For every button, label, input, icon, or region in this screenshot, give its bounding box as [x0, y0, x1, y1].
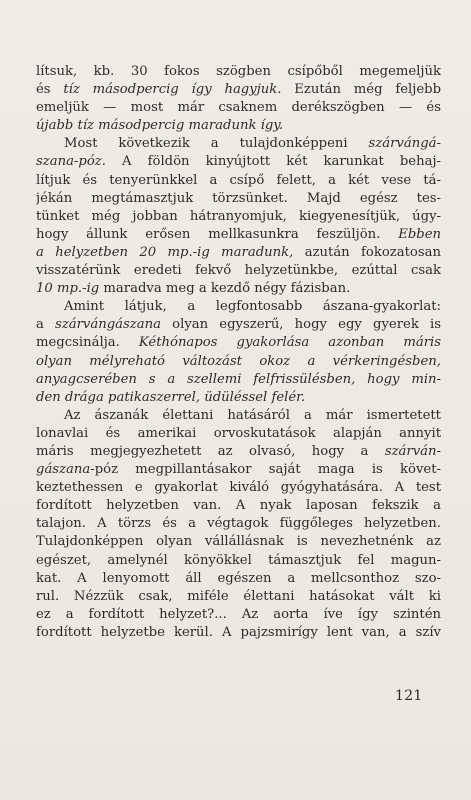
emphasis-segment: Kéthónapos gyakorlása azonban máris: [138, 335, 441, 351]
text-segment: olyan egyszerű, hogy egy gyerek is: [160, 317, 441, 333]
emphasis-segment: tíz másodpercig így hagyjuk.: [63, 82, 282, 98]
page-number: 121: [395, 688, 423, 704]
text-segment: fordított helyzetbe kerül. A pajzsmirígy lent van, a szív: [36, 624, 441, 640]
emphasis-segment: anyagcserében s a szellemi felfrissülésben, hogy min-: [36, 371, 441, 387]
text-segment: visszatérünk eredeti fekvő helyzetünkbe, ezúttal csak: [36, 263, 441, 279]
text-line: [36, 570, 441, 588]
text-line: [36, 153, 441, 171]
text-line: [36, 99, 441, 117]
emphasis-segment: Ebben: [398, 226, 441, 242]
emphasis-segment: szárvángászana: [55, 317, 161, 333]
text-line: [36, 552, 441, 570]
text-line: [36, 63, 441, 81]
text-line: [36, 316, 441, 334]
text-segment: keztethessen e gyakorlat kiváló gyógyhatására. A test: [36, 480, 441, 496]
text-segment: emeljük — most már csaknem derékszögben — és: [36, 100, 441, 116]
text-line: [36, 606, 441, 624]
body-text: [36, 63, 441, 642]
text-line: [36, 244, 441, 262]
text-segment: hogy állunk erősen mellkasunkra feszüljön.: [36, 226, 399, 242]
emphasis-segment: 10 mp.-ig: [36, 281, 100, 297]
text-line: [36, 533, 441, 551]
text-line: [36, 135, 441, 153]
text-segment: egészet, amelynél könyökkel támasztjuk fel magun-: [36, 552, 441, 568]
text-line: [36, 425, 441, 443]
text-line: [36, 371, 441, 389]
emphasis-segment: szárván-: [384, 443, 441, 459]
text-line: [36, 479, 441, 497]
text-segment: A földön kinyújtott két karunkat behaj-: [105, 154, 441, 170]
text-segment: Most következik a tulajdonképpeni: [64, 136, 369, 152]
text-segment: -póz megpillantásakor saját maga is követ-: [90, 462, 441, 478]
text-segment: Ezután még feljebb: [281, 82, 441, 98]
text-line: [36, 407, 441, 425]
text-line: [36, 515, 441, 533]
emphasis-segment: szana-póz.: [36, 154, 106, 170]
text-segment: Az ászanák élettani hatásáról a már ismertetett: [64, 407, 441, 423]
text-segment: fordított helyzetben van. A nyak laposan fekszik a: [36, 498, 441, 514]
text-line: [36, 262, 441, 280]
emphasis-segment: olyan mélyreható változást okoz a vérkeringésben,: [36, 353, 441, 369]
text-line: [36, 389, 441, 407]
text-segment: azután fokozatosan: [293, 244, 441, 260]
text-segment: máris megjegyezhetett az olvasó, hogy a: [36, 443, 385, 459]
emphasis-segment: den drága patikaszerrel, üdüléssel felér.: [36, 389, 306, 405]
text-segment: tünket még jobban hátranyomjuk, kiegyenesítjük, úgy-: [36, 208, 441, 224]
emphasis-segment: újabb tíz másodpercig maradunk így.: [36, 118, 284, 134]
text-segment: a: [36, 317, 56, 333]
text-line: [36, 443, 441, 461]
text-line: [36, 81, 441, 99]
text-line: [36, 334, 441, 352]
text-line: [36, 461, 441, 479]
text-line: [36, 588, 441, 606]
text-line: [36, 208, 441, 226]
text-segment: maradva meg a kezdő négy fázisban.: [99, 281, 351, 297]
text-line: [36, 298, 441, 316]
emphasis-segment: a helyzetben 20 mp.-ig maradunk,: [36, 244, 294, 260]
text-line: [36, 190, 441, 208]
text-segment: lítjuk és tenyerünkkel a csípő felett, a két vese tá-: [36, 172, 441, 188]
text-segment: és: [36, 82, 64, 98]
text-segment: lonavlai és amerikai orvoskutatások alapján annyit: [36, 425, 441, 441]
text-line: [36, 117, 441, 135]
text-line: [36, 172, 441, 190]
text-segment: kat. A lenyomott áll egészen a mellcsonthoz szo-: [36, 570, 441, 586]
text-line: [36, 353, 441, 371]
text-segment: Amint látjuk, a legfontosabb ászana-gyakorlat:: [64, 299, 441, 315]
text-segment: rul. Nézzük csak, miféle élettani hatásokat vált ki: [36, 588, 441, 604]
text-segment: lítsuk, kb. 30 fokos szögben csípőből megemeljük: [36, 64, 441, 79]
emphasis-segment: gászana: [36, 462, 91, 478]
text-segment: megcsinálja.: [36, 335, 139, 351]
text-segment: jékán megtámasztjuk törzsünket. Majd egész tes-: [36, 190, 441, 206]
text-line: [36, 280, 441, 298]
emphasis-segment: szárvángá-: [368, 136, 441, 152]
text-segment: ez a fordított helyzet?... Az aorta íve így szintén: [36, 606, 441, 622]
text-line: [36, 624, 441, 642]
text-line: [36, 226, 441, 244]
text-segment: Tulajdonképpen olyan vállállásnak is nevezhetnénk az: [36, 534, 441, 550]
text-line: [36, 497, 441, 515]
text-segment: talajon. A törzs és a végtagok függőleges helyzetben.: [36, 516, 441, 532]
